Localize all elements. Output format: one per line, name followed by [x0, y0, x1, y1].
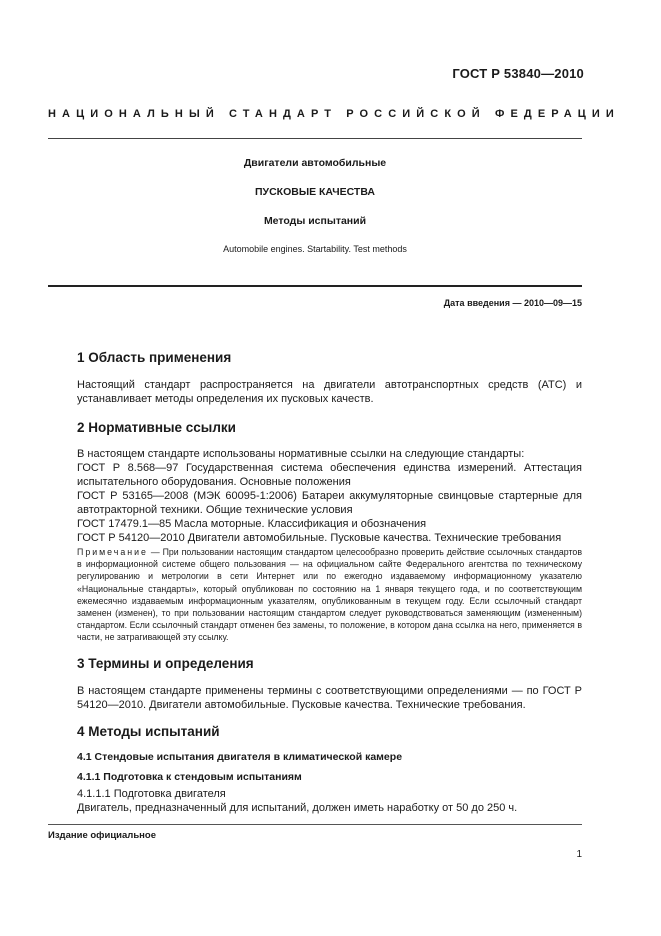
section-1-text: Настоящий стандарт распространяется на двигатели автотранспортных средств (АТС) и устанавливает методы определения их пусковых качеств.	[77, 379, 582, 405]
note-text: — При пользовании настоящим стандартом целесообразно проверить действие ссылочных стандартов в информационной системе общего пользования — на официальном сайте Федерального агентства по техническому регулированию и метрологии в сети Интернет или по ежегодно издаваемому информационному указателю «Национальные стандарты», который опубликован по состоянию на 1 января текущего года, и по соответствующим ежемесячно издаваемым информационным указателям, опубликованным в текущем году. Если ссылочный стандарт заменен (изменен), то при пользовании настоящим стандартом следует руководствоваться заменяющим (измененным) стандартом. Если ссылочный стандарт отменен без замены, то положение, в котором дана ссылка на него, применяется в части, не затрагивающей эту ссылку.	[77, 547, 582, 643]
title-line-1: Двигатели автомобильные	[243, 157, 387, 169]
section-2-body	[77, 447, 582, 545]
section-3-text: В настоящем стандарте применены термины с соответствующими определениями — по ГОСТ Р 54120—2010. Двигатели автомобильные. Пусковые качества. Технические требования.	[77, 685, 582, 711]
reference-item: ГОСТ Р 8.568—97 Государственная система обеспечения единства измерений. Аттестация испытательного оборудования. Основные положения	[77, 462, 582, 488]
page-number: 1	[576, 849, 582, 860]
section-3-heading: 3 Термины и определения	[77, 656, 254, 671]
subsection-4-1-1-heading: 4.1.1 Подготовка к стендовым испытаниям	[77, 771, 302, 783]
reference-item: ГОСТ 17479.1—85 Масла моторные. Классификация и обозначения	[77, 518, 427, 530]
section-4-heading: 4 Методы испытаний	[77, 724, 220, 739]
subsection-4-1-heading: 4.1 Стендовые испытания двигателя в климатической камере	[77, 751, 403, 763]
subsection-4-1-1-1-heading: 4.1.1.1 Подготовка двигателя	[77, 788, 226, 800]
title-line-2: ПУСКОВЫЕ КАЧЕСТВА	[255, 186, 375, 198]
section-2-heading: 2 Нормативные ссылки	[77, 420, 236, 435]
section-2-intro: В настоящем стандарте использованы нормативные ссылки на следующие стандарты:	[77, 448, 525, 460]
section-3-body	[77, 684, 582, 712]
section-4-body	[77, 787, 582, 815]
section-1-body	[77, 378, 582, 406]
reference-item: ГОСТ Р 53165—2008 (МЭК 60095-1:2006) Батареи аккумуляторные свинцовые стартерные для автотракторной техники. Общие технические условия	[77, 490, 582, 516]
introduction-date: Дата введения — 2010—09—15	[443, 298, 582, 308]
title-line-3: Методы испытаний	[263, 215, 367, 227]
official-edition-label: Издание официальное	[48, 830, 156, 841]
title-divider	[48, 285, 582, 287]
header-divider	[48, 138, 582, 139]
standard-number: ГОСТ Р 53840—2010	[452, 66, 584, 81]
note-paragraph	[77, 546, 582, 644]
note-label: Примечание	[77, 547, 148, 557]
footer-divider	[48, 824, 582, 825]
section-4-text: Двигатель, предназначенный для испытаний, должен иметь наработку от 50 до 250 ч.	[77, 802, 518, 814]
national-standard-banner: НАЦИОНАЛЬНЫЙ СТАНДАРТ РОССИЙСКОЙ ФЕДЕРАЦИИ	[48, 108, 620, 120]
reference-item: ГОСТ Р 54120—2010 Двигатели автомобильные. Пусковые качества. Технические требования	[77, 532, 562, 544]
section-1-heading: 1 Область применения	[77, 350, 232, 365]
section-2-note	[77, 546, 582, 644]
title-english: Automobile engines. Startability. Test methods	[223, 244, 407, 254]
